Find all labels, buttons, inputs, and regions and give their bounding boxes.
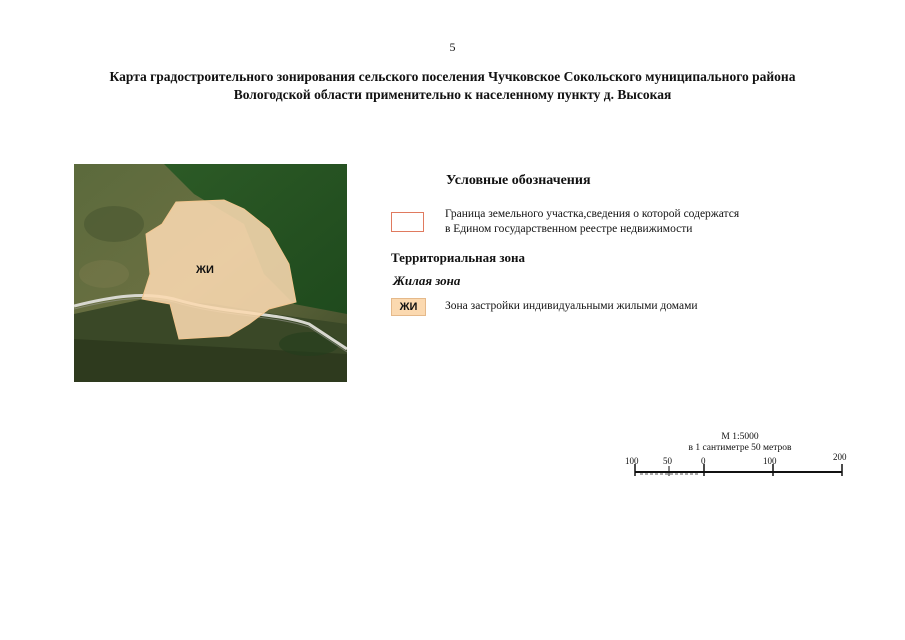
parcel-text-line-2: в Едином государственном реестре недвижимости [445, 223, 693, 235]
section-territorial-zone: Территориальная зона [391, 250, 526, 265]
scale-ruler [600, 430, 870, 480]
scale-tick-label-2: 50 [663, 456, 672, 466]
parcel-text-line-1: Граница земельного участка,сведения о которой содержатся [445, 208, 740, 220]
scale-bar [600, 430, 870, 480]
zone-code-swatch: ЖИ [391, 298, 426, 316]
parcel-boundary-text [445, 207, 805, 237]
scale-subtitle: в 1 сантиметре 50 метров [688, 443, 792, 453]
scale-tick-label-1: 100 [625, 456, 639, 466]
page-number: 5 [449, 40, 456, 54]
parcel-boundary-swatch [391, 212, 424, 232]
scale-tick-label-4: 100 [763, 456, 777, 466]
title-line-2: Вологодской области применительно к населенному пункту д. Высокая [233, 87, 672, 102]
section-residential-zone: Жилая зона [393, 273, 461, 288]
zone-description: Зона застройки индивидуальными жилыми домами [445, 300, 698, 312]
map-zone-label: ЖИ [196, 264, 214, 276]
title-line-1: Карта градостроительного зонирования сельского поселения Чучковское Сокольского муниципального района [109, 69, 796, 84]
page-title [40, 68, 865, 104]
scale-tick-label-5: 200 [833, 452, 847, 462]
scale-title: М 1:5000 [721, 432, 759, 442]
legend-title: Условные обозначения [446, 173, 591, 188]
zoning-map [74, 164, 347, 382]
scale-tick-label-3: 0 [701, 456, 706, 466]
